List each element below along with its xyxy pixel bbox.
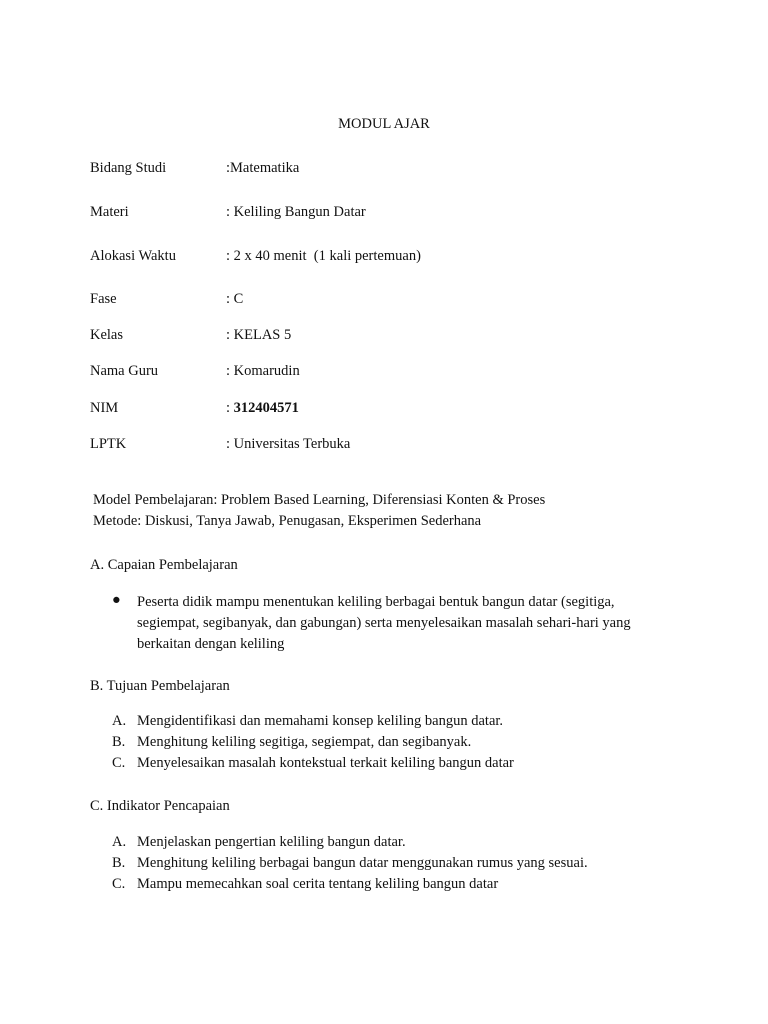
field-value-bidang-studi: :Matematika [226,160,300,176]
metode-line: Metode: Diskusi, Tanya Jawab, Penugasan, Eksperimen Sederhana [93,513,482,529]
section-b-item-text: Menghitung keliling segitiga, segiempat, dan segibanyak. [137,734,472,750]
section-b-item-text: Mengidentifikasi dan memahami konsep keliling bangun datar. [137,713,504,729]
field-value-nim-prefix: : [226,400,234,416]
field-label-nama-guru: Nama Guru [90,363,159,379]
bullet-icon: ● [112,592,121,608]
document-title: MODUL AJAR [338,116,430,132]
field-label-kelas: Kelas [90,327,124,343]
field-value-lptk: : Universitas Terbuka [226,436,351,452]
section-c-heading: C. Indikator Pencapaian [90,798,230,814]
field-label-lptk: LPTK [90,436,127,452]
section-c-item-text: Menghitung keliling berbagai bangun datar menggunakan rumus yang sesuai. [137,855,588,871]
section-a-heading: A. Capaian Pembelajaran [90,557,238,573]
field-label-fase: Fase [90,291,117,307]
field-value-alokasi-waktu: : 2 x 40 menit (1 kali pertemuan) [226,248,421,264]
section-c-item-text: Menjelaskan pengertian keliling bangun datar. [137,834,406,850]
field-label-materi: Materi [90,204,129,220]
section-b-item-text: Menyelesaikan masalah kontekstual terkait keliling bangun datar [137,755,514,771]
section-b-item-letter: C. [112,755,126,771]
field-label-nim: NIM [90,400,119,416]
section-c-item-letter: B. [112,855,126,871]
field-label-alokasi-waktu: Alokasi Waktu [90,248,176,264]
section-a-item-text: Peserta didik mampu menentukan keliling berbagai bentuk bangun datar (segitiga, segiempat, segibanyak, dan gabungan) serta menyelesaikan masalah sehari-hari yang berkaitan dengan keliling [137,594,631,652]
section-b-item-letter: B. [112,734,126,750]
field-value-materi: : Keliling Bangun Datar [226,204,366,220]
field-value-nim [226,400,299,417]
section-c-item-letter: C. [112,876,126,892]
field-value-fase: : C [226,291,244,307]
section-b-heading: B. Tujuan Pembelajaran [90,678,230,694]
section-b-item-letter: A. [112,713,127,729]
field-value-kelas: : KELAS 5 [226,327,292,343]
model-pembelajaran-line: Model Pembelajaran: Problem Based Learning, Diferensiasi Konten & Proses [93,492,546,508]
section-c-item-letter: A. [112,834,127,850]
field-value-nim-number: 312404571 [233,400,299,416]
field-value-nama-guru: : Komarudin [226,363,300,379]
section-c-item-text: Mampu memecahkan soal cerita tentang keliling bangun datar [137,876,499,892]
field-label-bidang-studi: Bidang Studi [90,160,167,176]
